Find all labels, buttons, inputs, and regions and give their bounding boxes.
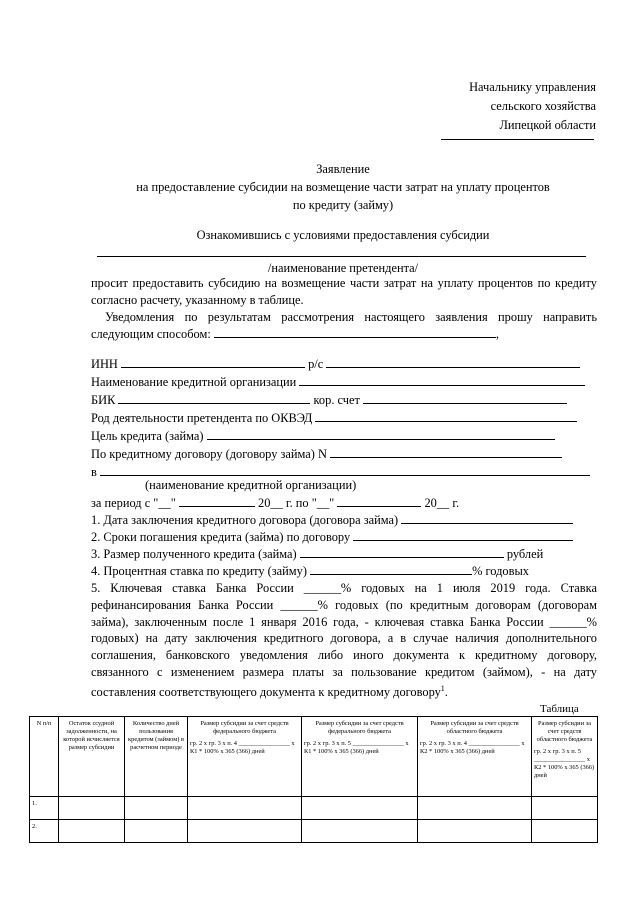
bik-row [91,392,567,408]
addressee-line-2: сельского хозяйства [490,99,596,113]
item-2-field[interactable] [353,529,573,541]
table-header-row [30,717,598,797]
item-2-label: 2. Сроки погашения кредита (займа) по договору [91,530,351,544]
in-label: в [91,465,97,479]
inn-label: ИНН [91,357,118,371]
addressee-line-1: Начальнику управления [469,80,596,94]
bank-name-label: Наименование кредитной организации [91,375,297,389]
table-cell[interactable] [302,820,418,843]
period-to-field[interactable] [337,495,421,507]
addressee-line-3: Липецкой области [499,118,596,132]
subsidy-table [29,716,598,843]
item-4-label: 4. Процентная ставка по кредиту (займу) [91,564,307,578]
header-federal-2-label: Размер субсидии за счет средств федерального бюджета [315,720,404,735]
item-5-end: . [444,684,448,699]
header-days: Количество дней пользования кредитом (займом) в расчетном периоде [125,717,188,797]
org-caption: (наименование кредитной организации) [145,478,357,492]
okved-label: Род деятельности претендента по ОКВЭД [91,411,313,425]
formula-federal-1: гр. 2 x гр. 3 x п. 4 ________________ x К1 * 100% x 365 (366) дней [190,740,295,755]
table-cell[interactable] [59,797,125,820]
notify-paragraph: Уведомления по результатам рассмотрения настоящего заявления прошу направить следующим способом: , [91,310,597,341]
bank-name-row [91,374,585,390]
purpose-label: Цель кредита (займа) [91,429,204,443]
table-caption: Таблица [540,703,579,715]
contract-label: По кредитному договору (договору займа) N [91,447,327,461]
item-1-label: 1. Дата заключения кредитного договора (договора займа) [91,513,399,527]
item-3-unit: рублей [506,547,544,561]
contract-number-field[interactable] [330,446,562,458]
table-cell[interactable] [532,797,598,820]
period-from-label: за период с "__" [91,496,176,510]
footnote-mark: 1 [440,683,445,693]
contract-row [91,446,562,462]
purpose-row [91,428,555,444]
header-regional-2-label: Размер субсидии за счет средств областного бюджета [536,720,593,743]
period-year-label: 20__ г. [424,496,460,510]
addressee-signature-line[interactable] [441,139,594,140]
item-2-row [91,529,573,545]
document-title: Заявление [316,162,370,176]
item-4-field[interactable] [310,563,472,575]
table-row [30,797,598,820]
account-label: р/с [308,357,324,371]
okved-field[interactable] [315,410,577,422]
period-to-label: 20__ г. по "__" [258,496,335,510]
credit-org-field[interactable] [100,464,590,476]
table-cell[interactable] [125,797,188,820]
bik-field[interactable] [118,392,310,404]
item-3-field[interactable] [300,546,504,558]
bik-label: БИК [91,393,116,407]
notify-method-field[interactable] [214,326,496,338]
item-5-text: 5. Ключевая ставка Банка России ______% годовых на 1 июля 2019 года. Ставка рефинансирования Банка России ______% годовых (по кредитным договорам (договорам займа), заключенным после 1 января 2016 года, - ключевая ставка Банка России ______% годовых) на дату заключения кредитного договора, а в случае наличия дополнительного соглашения, банковского уведомления либо иного документа к кредитному договору, связанного с изменением размера платы за пользование кредитом (займом), - на дату составления соответствующего документа к кредитному договору [91,581,597,699]
applicant-caption: /наименование претендента/ [267,261,419,275]
header-number: N п/п [30,717,59,797]
table-cell[interactable] [532,820,598,843]
header-balance: Остаток ссудной задолженности, на которой исчисляется размер субсидии [59,717,125,797]
row-number: 2. [30,820,59,843]
corr-label: кор. счет [313,393,360,407]
table-cell[interactable] [188,820,302,843]
applicant-name-field[interactable] [97,256,586,257]
item-1-field[interactable] [401,512,573,524]
addressee-block [436,78,596,135]
item-4-unit: % годовых [472,564,529,578]
row-number: 1. [30,797,59,820]
inn-row [91,356,580,372]
table-cell[interactable] [418,797,532,820]
table-cell[interactable] [188,797,302,820]
item-3-label: 3. Размер полученного кредита (займа) [91,547,297,561]
account-field[interactable] [326,356,580,368]
inn-field[interactable] [121,356,305,368]
purpose-field[interactable] [207,428,555,440]
item-4-row [91,563,529,579]
document-subtitle-2: по кредиту (займу) [292,198,394,212]
formula-regional-1: гр. 2 x гр. 3 x п. 4 ________________ x К2 * 100% x 365 (366) дней [420,740,525,755]
table-cell[interactable] [418,820,532,843]
intro-text: Ознакомившись с условиями предоставления субсидии [196,228,490,242]
table-row [30,820,598,843]
bank-name-field[interactable] [299,374,585,386]
header-federal-1-label: Размер субсидии за счет средств федерального бюджета [200,720,289,735]
header-regional-1-label: Размер субсидии за счет средств областного бюджета [430,720,519,735]
request-paragraph: просит предоставить субсидию на возмещение части затрат на уплату процентов по кредиту согласно расчету, указанному в таблице. [91,276,597,307]
item-5-paragraph [91,580,597,701]
header-federal-2 [302,717,418,797]
header-regional-2 [532,717,598,797]
table-cell[interactable] [125,820,188,843]
notify-text: Уведомления по результатам рассмотрения настоящего заявления прошу направить следующим способом: [91,310,597,341]
formula-federal-2: гр. 2 x гр. 3 x п. 5 ________________ x К1 * 100% x 365 (366) дней [304,740,409,755]
item-1-row [91,512,573,528]
period-row [91,495,459,511]
table-cell[interactable] [59,820,125,843]
item-3-row [91,546,543,562]
table-cell[interactable] [302,797,418,820]
header-regional-1 [418,717,532,797]
corr-account-field[interactable] [363,392,567,404]
header-federal-1 [188,717,302,797]
document-subtitle: на предоставление субсидии на возмещение части затрат на уплату процентов [136,180,550,194]
formula-regional-2: гр. 2 x гр. 3 x п. 5 ________________ x К2 * 100% x 365 (366) дней [534,748,595,779]
period-from-field[interactable] [179,495,255,507]
okved-row [91,410,577,426]
